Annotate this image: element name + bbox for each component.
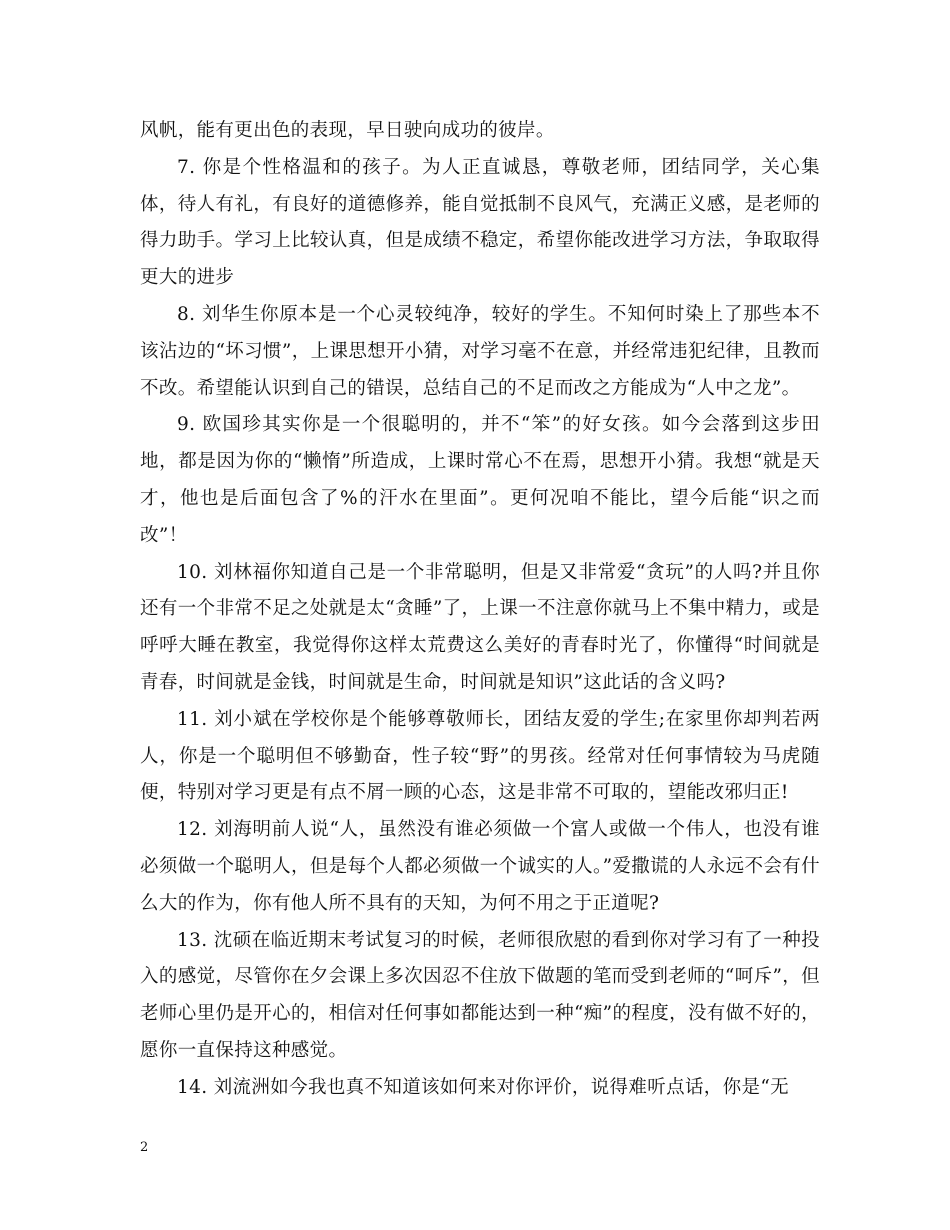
paragraph-item-14: 14. 刘流洲如今我也真不知道该如何来对你评价，说得难听点话，你是“无	[177, 1076, 790, 1098]
paragraph-continuation: 风帆，能有更出色的表现，早日驶向成功的彼岸。	[140, 120, 555, 141]
paragraph-item-7: 7. 你是个性格温和的孩子。为人正直诚恳，尊敬老师，团结同学，关心集体，待人有礼，有良好的道德修养，能自觉抵制不良风气，充满正义感，是老师的得力助手。学习上比较认真，但是成绩不稳定，希望你能改进学习方法，争取取得更大的进步	[140, 156, 820, 289]
paragraph-item-13: 13. 沈硕在临近期末考试复习的时候，老师很欣慰的看到你对学习有了一种投入的感觉，尽管你在夕会课上多次因忍不住放下做题的笔而受到老师的“呵斥”，但老师心里仍是开心的，相信对任何事如都能达到一种“痴”的程度，没有做不好的，愿你一直保持这种感觉。	[140, 929, 820, 1061]
paragraph-item-9: 9. 欧国珍其实你是一个很聪明的，并不“笨”的好女孩。如今会落到这步田地，都是因为你的“懒惰”所造成，上课时常心不在焉，思想开小猜。我想“就是天才，他也是后面包含了%的汗水在里面”。更何况咱不能比，望今后能“识之而改”！	[140, 414, 820, 546]
page-number: 2	[140, 1140, 149, 1155]
document-body	[140, 113, 820, 1107]
paragraph-item-10: 10. 刘林福你知道自己是一个非常聪明，但是又非常爱“贪玩”的人吗?并且你还有一个非常不足之处就是太“贪睡”了，上课一不注意你就马上不集中精力，或是呼呼大睡在教室，我觉得你这样太荒费这么美好的青春时光了，你懂得“时间就是青春，时间就是金钱，时间就是生命，时间就是知识”这此话的含义吗?	[140, 561, 820, 693]
paragraph-item-12: 12. 刘海明前人说“人，虽然没有谁必须做一个富人或做一个伟人，也没有谁必须做一个聪明人，但是每个人都必须做一个诚实的人。”爱撒谎的人永远不会有什么大的作为，你有他人所不具有的天知，为何不用之于正道呢?	[140, 819, 820, 914]
paragraph-item-8: 8. 刘华生你原本是一个心灵较纯净，较好的学生。不知何时染上了那些本不该沾边的“坏习惯”，上课思想开小猜，对学习毫不在意，并经常违犯纪律，且教而不改。希望能认识到自己的错误，总结自己的不足而改之方能成为“人中之龙”。	[140, 303, 820, 399]
paragraph-item-11: 11. 刘小斌在学校你是个能够尊敬师长，团结友爱的学生;在家里你却判若两人，你是一个聪明但不够勤奋，性子较“野”的男孩。经常对任何事情较为马虎随便，特别对学习更是有点不屑一顾的心态，这是非常不可取的，望能改邪归正!	[140, 708, 820, 804]
